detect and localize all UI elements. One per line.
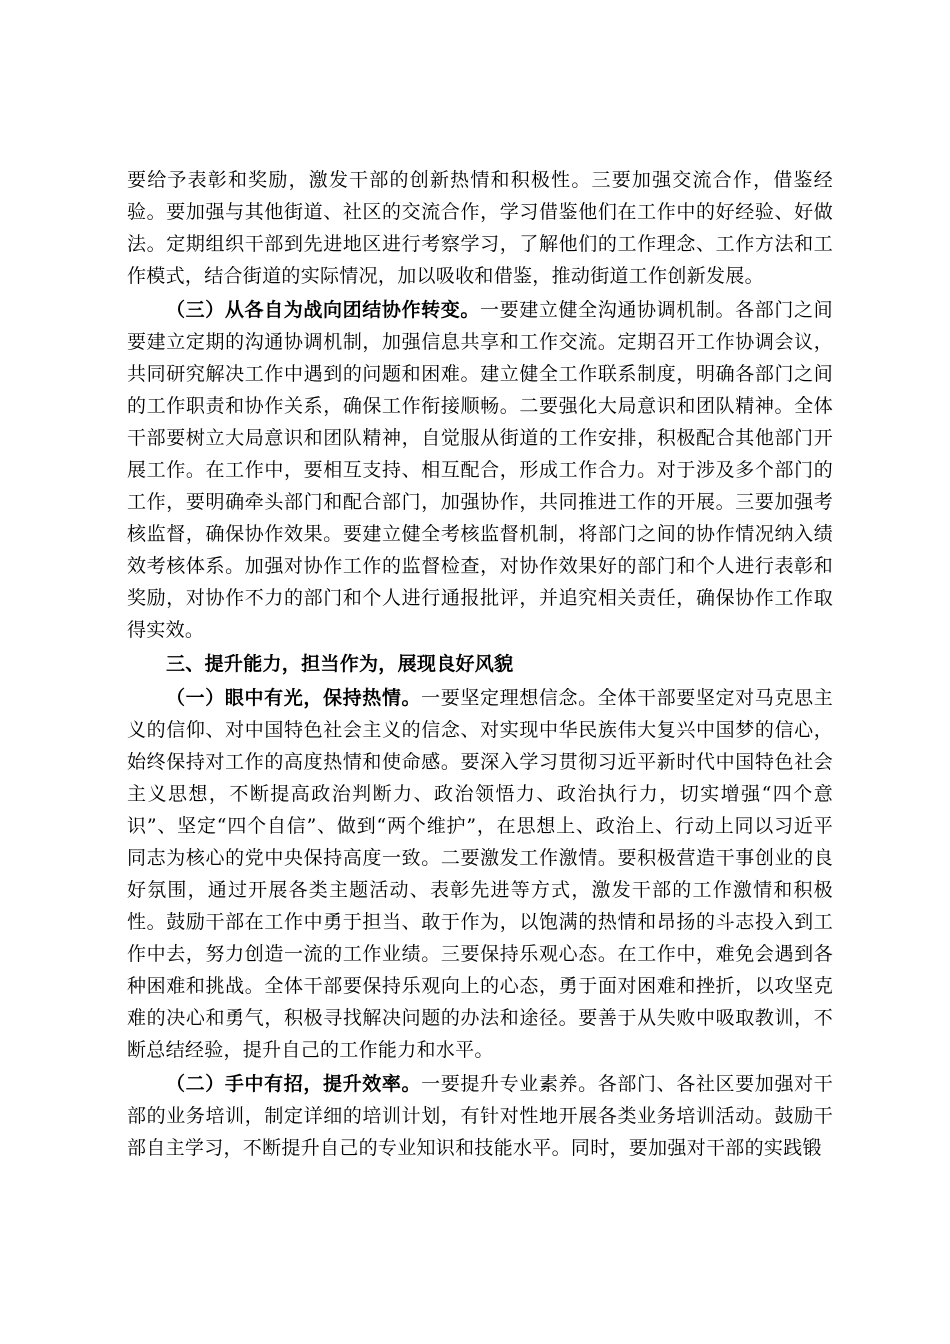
section-heading: 三、提升能力，担当作为，展现良好风貌: [166, 653, 514, 675]
paragraph-text: 要给予表彰和奖励，激发干部的创新热情和积极性。三要加强交流合作，借鉴经验。要加强与其他街道、社区的交流合作，学习借鉴他们在工作中的好经验、好做法。定期组织干部到先进地区进行考察学习，了解他们的工作理念、工作方法和工作模式，结合街道的实际情况，加以吸收和借鉴，推动街道工作创新发展。: [127, 169, 833, 287]
paragraph-subsection-2: [127, 1068, 833, 1164]
paragraph-subsection-1: [127, 682, 833, 1066]
paragraph-continuation: [127, 164, 833, 292]
paragraph-lead: （三）从各自为战向团结协作转变。: [166, 299, 481, 321]
document-body: [127, 164, 833, 1166]
paragraph-text: 一要建立健全沟通协调机制。各部门之间要建立定期的沟通协调机制，加强信息共享和工作交流。定期召开工作协调会议，共同研究解决工作中遇到的问题和困难。建立健全工作联系制度，明确各部门之间的工作职责和协作关系，确保工作衔接顺畅。二要强化大局意识和团队精神。全体干部要树立大局意识和团队精神，自觉服从街道的工作安排，积极配合其他部门开展工作。在工作中，要相互支持、相互配合，形成工作合力。对于涉及多个部门的工作，要明确牵头部门和配合部门，加强协作，共同推进工作的开展。三要加强考核监督，确保协作效果。要建立健全考核监督机制，将部门之间的协作情况纳入绩效考核体系。加强对协作工作的监督检查，对协作效果好的部门和个人进行表彰和奖励，对协作不力的部门和个人进行通报批评，并追究相关责任，确保协作工作取得实效。: [127, 299, 833, 641]
paragraph-text: 一要坚定理想信念。全体干部要坚定对马克思主义的信仰、对中国特色社会主义的信念、对实现中华民族伟大复兴中国梦的信心，始终保持对工作的高度热情和使命感。要深入学习贯彻习近平新时代中国特色社会主义思想，不断提高政治判断力、政治领悟力、政治执行力，切实增强“四个意识”、坚定“四个自信”、做到“两个维护”，在思想上、政治上、行动上同以习近平同志为核心的党中央保持高度一致。二要激发工作激情。要积极营造干事创业的良好氛围，通过开展各类主题活动、表彰先进等方式，激发干部的工作激情和积极性。鼓励干部在工作中勇于担当、敢于作为，以饱满的热情和昂扬的斗志投入到工作中去，努力创造一流的工作业绩。三要保持乐观心态。在工作中，难免会遇到各种困难和挑战。全体干部要保持乐观向上的心态，勇于面对困难和挫折，以攻坚克难的决心和勇气，积极寻找解决问题的办法和途径。要善于从失败中吸取教训，不断总结经验，提升自己的工作能力和水平。: [127, 687, 833, 1061]
paragraph-section-3: [127, 294, 833, 646]
paragraph-lead: （二）手中有招，提升效率。: [166, 1073, 422, 1095]
paragraph-text: 一要提升专业素养。各部门、各社区要加强对干部的业务培训，制定详细的培训计划，有针对性地开展各类业务培训活动。鼓励干部自主学习，不断提升自己的专业知识和技能水平。同时，要加强对干部的实践锻: [127, 1073, 833, 1159]
paragraph-lead: （一）眼中有光，保持热情。: [166, 687, 422, 709]
